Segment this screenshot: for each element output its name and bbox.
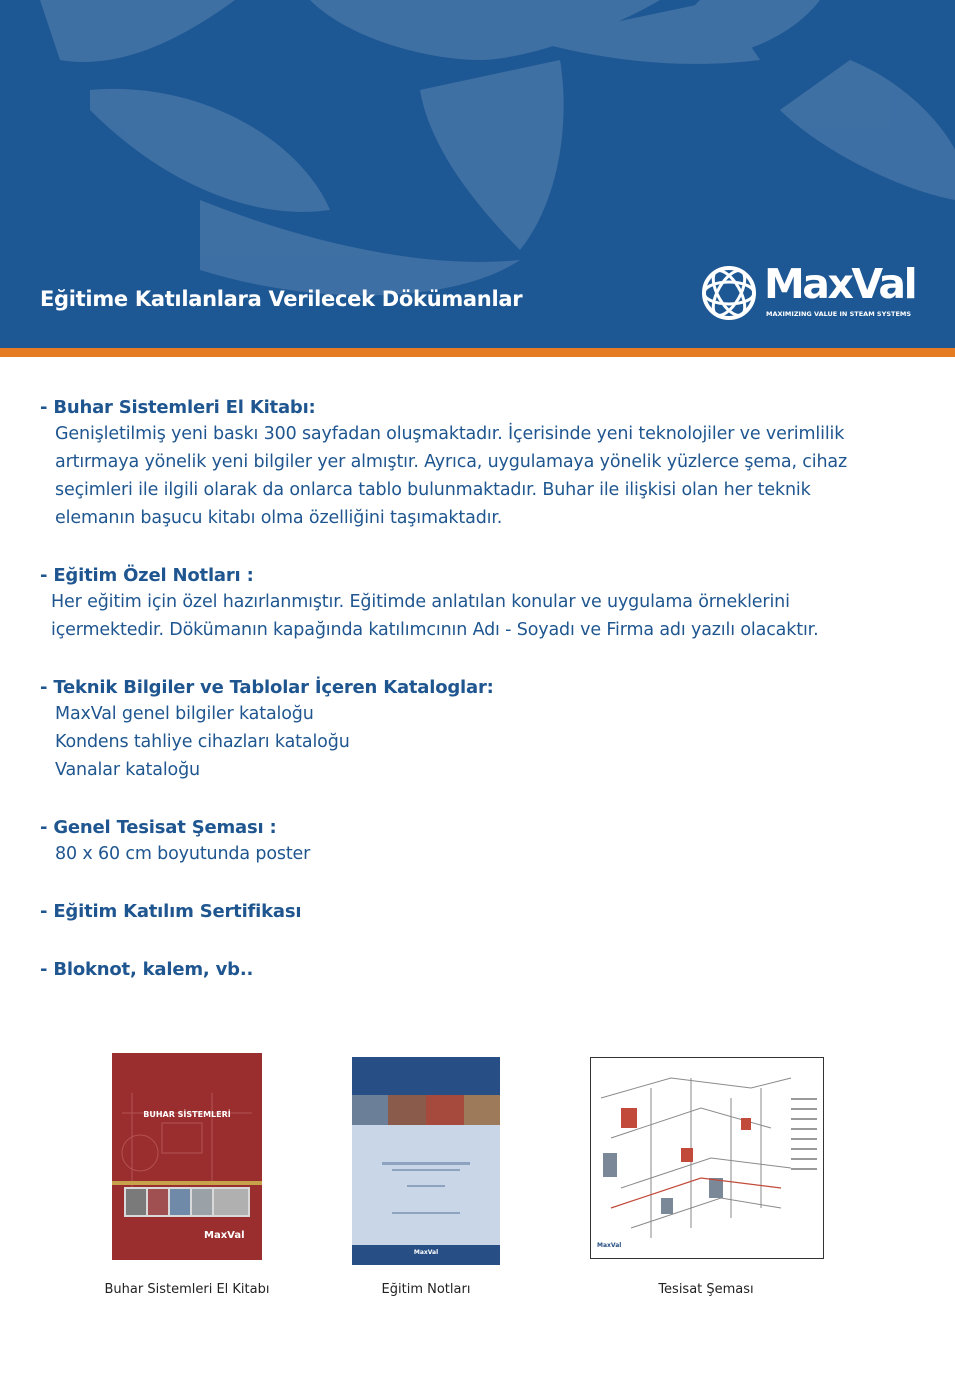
accent-divider xyxy=(0,348,955,357)
section-text-line: Genişletilmiş yeni baskı 300 sayfadan oluşmaktadır. İçerisinde yeni teknolojiler ve verimlilik xyxy=(55,424,845,444)
section-text-line: elemanın başucu kitabı olma özelliğini taşımaktadır. xyxy=(55,508,503,528)
logo-tagline: MAXIMIZING VALUE IN STEAM SYSTEMS xyxy=(766,310,912,318)
installation-diagram-art-icon xyxy=(591,1058,823,1258)
header-banner xyxy=(0,0,955,348)
section-title-catalogs: - Teknik Bilgiler ve Tablolar İçeren Kataloglar: xyxy=(40,677,494,698)
installation-diagram-logo: MaxVal xyxy=(597,1242,622,1249)
section-title-notes: - Eğitim Özel Notları : xyxy=(40,565,254,586)
section-title-diagram: - Genel Tesisat Şeması : xyxy=(40,817,277,838)
section-text-line: içermektedir. Dökümanın kapağında katılımcının Adı - Soyadı ve Firma adı yazılı olacaktır. xyxy=(51,620,819,640)
section-text-line: Her eğitim için özel hazırlanmıştır. Eğitimde anlatılan konular ve uygulama örneklerini xyxy=(51,592,790,612)
training-notes-cover-art-icon xyxy=(352,1057,500,1265)
figure-caption-notes: Eğitim Notları xyxy=(381,1282,471,1297)
section-title-certificate: - Eğitim Katılım Sertifikası xyxy=(40,901,302,922)
section-title-supplies: - Bloknot, kalem, vb.. xyxy=(40,959,254,980)
figure-caption-handbook: Buhar Sistemleri El Kitabı xyxy=(104,1282,270,1297)
section-text-line: 80 x 60 cm boyutunda poster xyxy=(55,844,311,864)
section-text-line: seçimleri ile ilgili olarak da onlarca tablo bulunmaktadır. Buhar ile ilişkisi olan her teknik xyxy=(55,480,811,500)
handbook-cover-title: BUHAR SİSTEMLERİ xyxy=(143,1110,231,1119)
section-text-line: Kondens tahliye cihazları kataloğu xyxy=(55,732,350,752)
section-text-line: MaxVal genel bilgiler kataloğu xyxy=(55,704,314,724)
handbook-cover-art-icon xyxy=(112,1053,262,1260)
handbook-cover-image xyxy=(112,1053,262,1260)
training-notes-cover-logo: MaxVal xyxy=(413,1249,439,1256)
maxval-globe-icon xyxy=(700,264,758,322)
figure-caption-diagram: Tesisat Şeması xyxy=(658,1282,754,1297)
section-text-line: artırmaya yönelik yeni bilgiler yer almıştır. Ayrıca, uygulamaya yönelik yüzlerce şema, cihaz xyxy=(55,452,848,472)
logo-wordmark: MaxVal xyxy=(764,260,916,308)
training-notes-cover-image xyxy=(352,1057,500,1265)
section-text-line: Vanalar kataloğu xyxy=(55,760,200,780)
section-title-handbook: - Buhar Sistemleri El Kitabı: xyxy=(40,397,316,418)
handbook-cover-logo: MaxVal xyxy=(204,1230,245,1241)
maxval-logo xyxy=(700,262,915,324)
page-title: Eğitime Katılanlara Verilecek Dökümanlar xyxy=(40,287,523,311)
installation-diagram-image xyxy=(590,1057,824,1259)
